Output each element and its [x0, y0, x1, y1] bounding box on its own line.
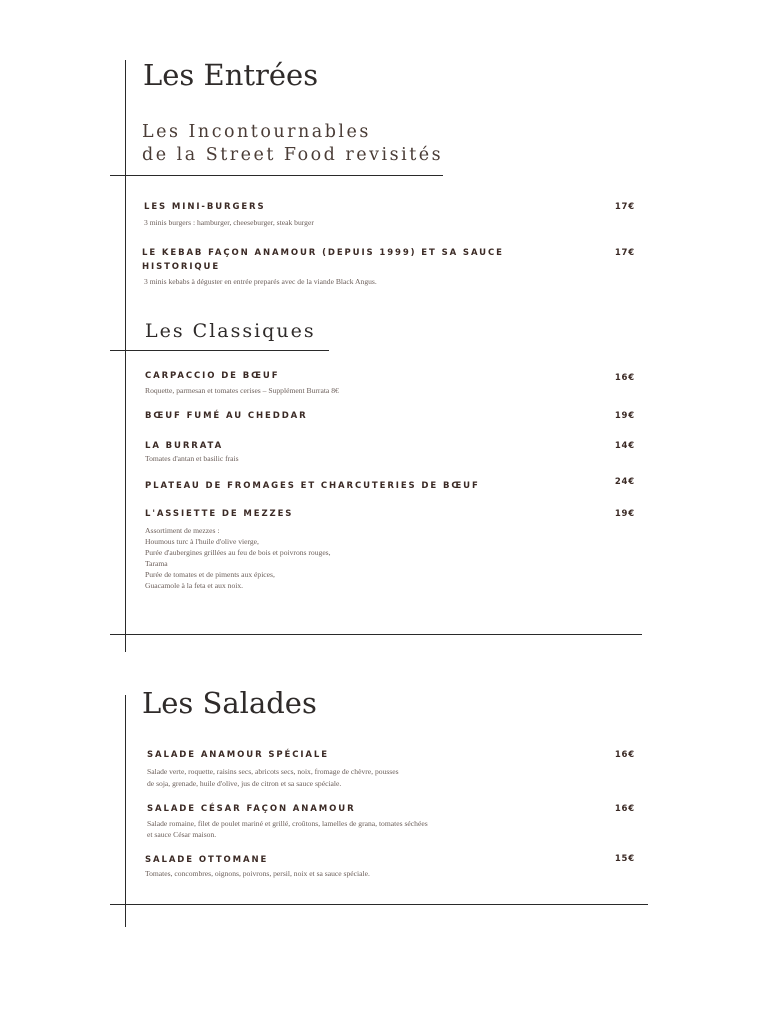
menu-item-description-line: Tarama: [145, 559, 168, 568]
menu-item-price: 19€: [614, 509, 635, 519]
salades-vertical-rule: [125, 695, 126, 927]
menu-item-price: 16€: [614, 804, 635, 814]
entrees-bottom-rule: [110, 634, 642, 635]
entrees-subtitle-line2: de la Street Food revisités: [142, 145, 444, 165]
classiques-title-rule: [110, 350, 329, 351]
menu-item-description-line: de soja, grenade, huile d'olive, jus de citron et sa sauce spéciale.: [147, 779, 342, 788]
menu-item-name: LE KEBAB FAÇON ANAMOUR (DEPUIS 1999) ET SA SAUCE: [142, 248, 504, 258]
menu-item-price: 19€: [614, 411, 635, 421]
menu-item-name: L'ASSIETTE DE MEZZES: [145, 509, 294, 519]
menu-item-description: Roquette, parmesan et tomates cerises – Supplément Burrata 8€: [145, 386, 339, 395]
menu-item-description-line: Purée d'aubergines grillées au feu de bois et poivrons rouges,: [145, 548, 331, 557]
menu-item-name: SALADE ANAMOUR SPÉCIALE: [147, 750, 329, 760]
entrees-vertical-rule: [125, 60, 126, 652]
salades-bottom-rule: [110, 904, 648, 905]
entrees-title: Les Entrées: [143, 58, 319, 92]
menu-item-name-continued: HISTORIQUE: [142, 262, 221, 272]
menu-item-description-line: et sauce César maison.: [147, 830, 217, 839]
menu-item-description-line: Salade verte, roquette, raisins secs, abricots secs, noix, fromage de chèvre, pousses: [147, 767, 399, 776]
menu-item-name: SALADE CÉSAR FAÇON ANAMOUR: [147, 804, 356, 814]
menu-item-name: SALADE OTTOMANE: [145, 855, 269, 865]
menu-item-description: 3 minis burgers : hamburger, cheeseburger, steak burger: [144, 218, 314, 227]
menu-item-price: 16€: [614, 373, 635, 383]
menu-item-price: 17€: [614, 248, 635, 258]
menu-item-description: Tomates, concombres, oignons, poivrons, persil, noix et sa sauce spéciale.: [145, 869, 370, 878]
menu-item-description-line: Houmous turc à l'huile d'olive vierge,: [145, 537, 259, 546]
menu-item-description-line: Assortiment de mezzes :: [145, 526, 220, 535]
menu-item-description: Tomates d'antan et basilic frais: [145, 454, 239, 463]
menu-item-description-line: Guacamole à la feta et aux noix.: [145, 581, 244, 590]
menu-item-description: 3 minis kebabs à déguster en entrée preparés avec de la viande Black Angus.: [144, 277, 377, 286]
menu-item-price: 16€: [614, 750, 635, 760]
menu-item-price: 15€: [614, 854, 635, 864]
menu-item-price: 14€: [614, 441, 635, 451]
menu-item-name: LA BURRATA: [145, 441, 224, 451]
menu-item-name: PLATEAU DE FROMAGES ET CHARCUTERIES DE BŒUF: [145, 481, 480, 491]
entrees-subtitle-rule: [110, 175, 443, 176]
menu-item-name: BŒUF FUMÉ AU CHEDDAR: [145, 411, 308, 421]
classiques-title: Les Classiques: [145, 320, 316, 342]
menu-item-description-line: Purée de tomates et de piments aux épices,: [145, 570, 275, 579]
salades-title: Les Salades: [142, 686, 317, 720]
menu-item-name: CARPACCIO DE BŒUF: [145, 371, 280, 381]
entrees-subtitle-line1: Les Incontournables: [142, 122, 371, 142]
menu-item-price: 24€: [614, 477, 635, 487]
menu-item-name: LES MINI-BURGERS: [144, 202, 266, 212]
menu-item-price: 17€: [614, 202, 635, 212]
menu-item-description-line: Salade romaine, filet de poulet mariné et grillé, croûtons, lamelles de grana, tomates séchées: [147, 819, 428, 828]
